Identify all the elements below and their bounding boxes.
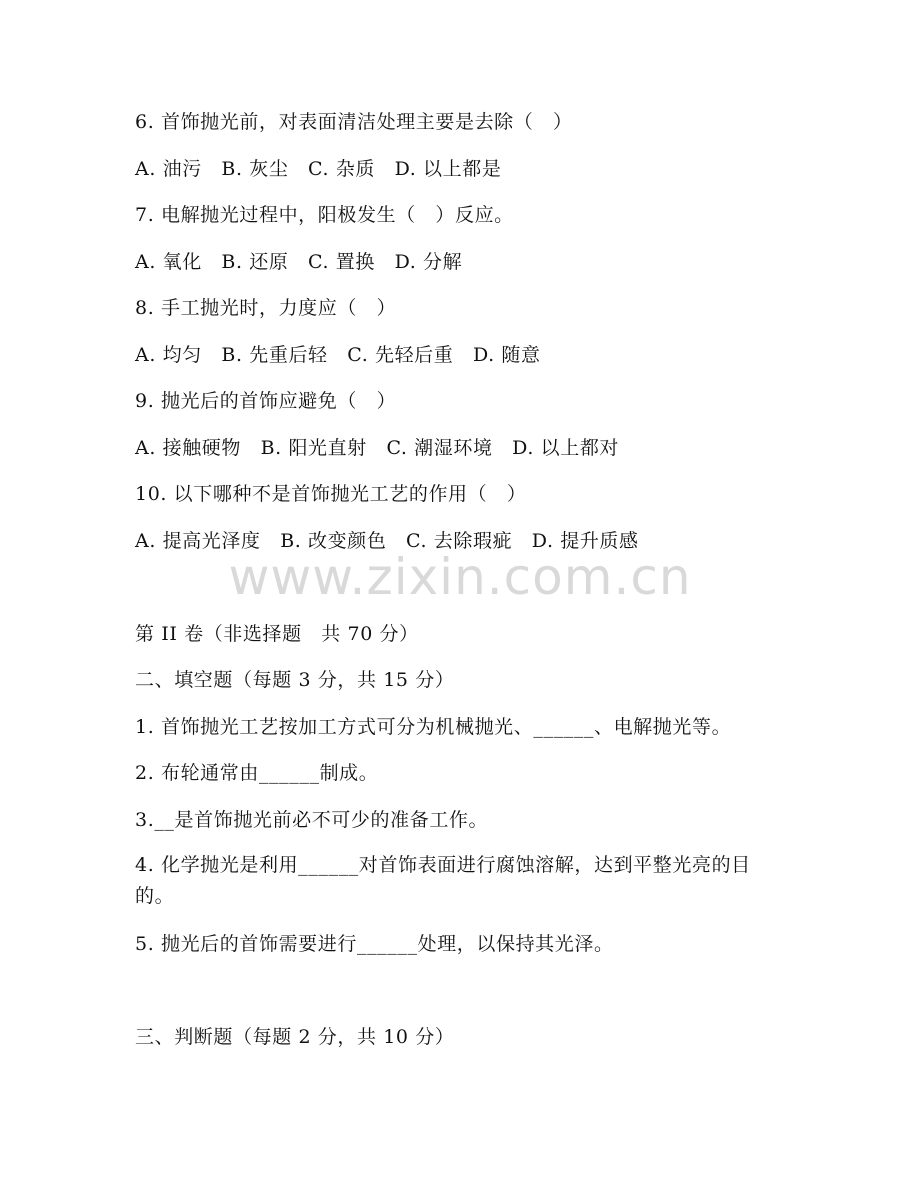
question-10-options: A. 提高光泽度 B. 改变颜色 C. 去除瑕疵 D. 提升质感: [135, 530, 639, 552]
question-10-stem: 10. 以下哪种不是首饰抛光工艺的作用（ ）: [135, 483, 527, 505]
fill-item-1: 1. 首饰抛光工艺按加工方式可分为机械抛光、______、电解抛光等。: [135, 716, 732, 738]
question-9-options: A. 接触硬物 B. 阳光直射 C. 潮湿环境 D. 以上都对: [135, 437, 620, 459]
question-6-stem: 6. 首饰抛光前，对表面清洁处理主要是去除（ ）: [135, 111, 573, 133]
watermark: www.zixin.com.cn: [228, 548, 692, 606]
question-7-stem: 7. 电解抛光过程中，阳极发生（ ）反应。: [135, 204, 514, 226]
fill-section-title: 二、填空题（每题 3 分，共 15 分）: [135, 669, 455, 691]
fill-item-4: 4. 化学抛光是利用______对首饰表面进行腐蚀溶解，达到平整光亮的目的。: [135, 854, 751, 907]
fill-item-2: 2. 布轮通常由______制成。: [135, 762, 379, 784]
judge-section-title: 三、判断题（每题 2 分，共 10 分）: [135, 1026, 455, 1048]
question-8-options: A. 均匀 B. 先重后轻 C. 先轻后重 D. 随意: [135, 344, 541, 366]
fill-item-3: 3.__是首饰抛光前必不可少的准备工作。: [135, 809, 489, 831]
fill-item-5: 5. 抛光后的首饰需要进行______处理，以保持其光泽。: [135, 933, 614, 955]
question-7-options: A. 氧化 B. 还原 C. 置换 D. 分解: [135, 251, 463, 273]
part-2-title: 第 II 卷（非选择题 共 70 分）: [135, 623, 419, 645]
question-6-options: A. 油污 B. 灰尘 C. 杂质 D. 以上都是: [135, 158, 502, 180]
question-8-stem: 8. 手工抛光时，力度应（ ）: [135, 297, 397, 319]
question-9-stem: 9. 抛光后的首饰应避免（ ）: [135, 390, 397, 412]
